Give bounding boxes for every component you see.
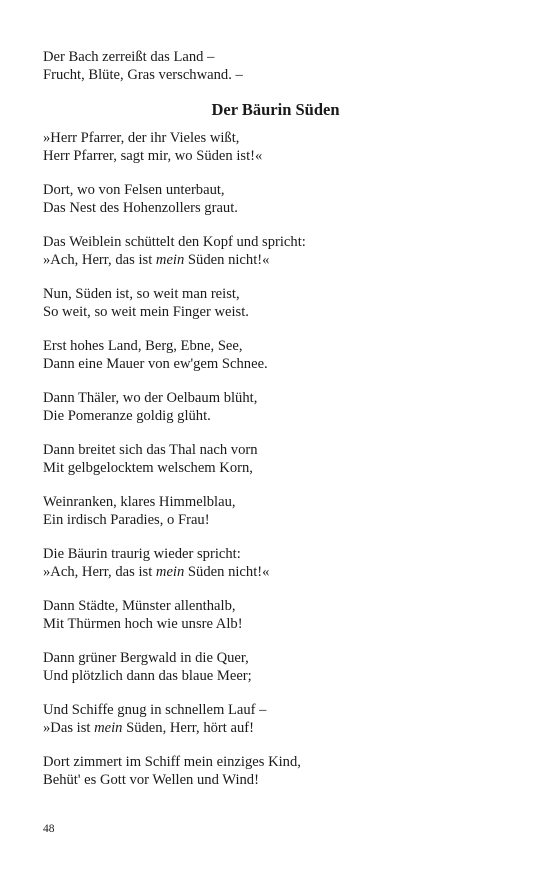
stanza	[43, 649, 513, 685]
stanza	[43, 701, 513, 737]
page-content	[43, 48, 513, 805]
page-number: 48	[43, 823, 55, 835]
stanza	[43, 389, 513, 425]
stanza	[43, 545, 513, 581]
stanza	[43, 441, 513, 477]
verse-line: »Ach, Herr, das ist mein Süden nicht!«	[43, 564, 270, 580]
verse-line: Behüt' es Gott vor Wellen und Wind!	[43, 772, 259, 788]
verse-line: So weit, so weit mein Finger weist.	[43, 304, 249, 320]
verse-line: Herr Pfarrer, sagt mir, wo Süden ist!«	[43, 148, 263, 164]
emphasized-word: mein	[155, 252, 185, 268]
verse-line: »Ach, Herr, das ist mein Süden nicht!«	[43, 252, 270, 268]
verse-line: Nun, Süden ist, so weit man reist,	[43, 286, 240, 302]
previous-poem-ending	[43, 48, 513, 84]
verse-line: Weinranken, klares Himmelblau,	[43, 494, 236, 510]
verse-line: Und plötzlich dann das blaue Meer;	[43, 668, 252, 684]
emphasized-word: mein	[94, 720, 123, 736]
verse-line: Erst hohes Land, Berg, Ebne, See,	[43, 338, 243, 354]
verse-line: Die Pomeranze goldig glüht.	[43, 408, 211, 424]
stanza	[43, 753, 513, 789]
verse-line: »Herr Pfarrer, der ihr Vieles wißt,	[43, 130, 240, 146]
stanza	[43, 233, 513, 269]
verse-line: Dann eine Mauer von ew'gem Schnee.	[43, 356, 268, 372]
stanza	[43, 129, 513, 165]
verse-line: Dann Städte, Münster allenthalb,	[43, 598, 236, 614]
stanza	[43, 337, 513, 373]
verse-line: Ein irdisch Paradies, o Frau!	[43, 512, 210, 528]
verse-line: Dann Thäler, wo der Oelbaum blüht,	[43, 390, 258, 406]
verse-line: Mit gelbgelocktem welschem Korn,	[43, 460, 253, 476]
emphasized-word: mein	[155, 564, 185, 580]
verse-line: Und Schiffe gnug in schnellem Lauf –	[43, 702, 267, 718]
verse-line: Dort, wo von Felsen unterbaut,	[43, 182, 225, 198]
verse-line: Das Weiblein schüttelt den Kopf und spricht:	[43, 234, 306, 250]
verse-line: Die Bäurin traurig wieder spricht:	[43, 546, 241, 562]
verse-line: Dann grüner Bergwald in die Quer,	[43, 650, 249, 666]
verse-line: Der Bach zerreißt das Land –	[43, 49, 215, 65]
poem-title: Der Bäurin Süden	[211, 100, 340, 119]
stanza	[43, 493, 513, 529]
verse-line: Dort zimmert im Schiff mein einziges Kind,	[43, 754, 301, 770]
verse-line: Das Nest des Hohenzollers graut.	[43, 200, 238, 216]
verse-line: Frucht, Blüte, Gras verschwand. –	[43, 67, 243, 83]
verse-line: »Das ist mein Süden, Herr, hört auf!	[43, 720, 254, 736]
verse-line: Mit Thürmen hoch wie unsre Alb!	[43, 616, 243, 632]
stanza	[43, 181, 513, 217]
stanza	[43, 597, 513, 633]
verse-line: Dann breitet sich das Thal nach vorn	[43, 442, 258, 458]
poem-body	[43, 129, 513, 789]
stanza	[43, 285, 513, 321]
